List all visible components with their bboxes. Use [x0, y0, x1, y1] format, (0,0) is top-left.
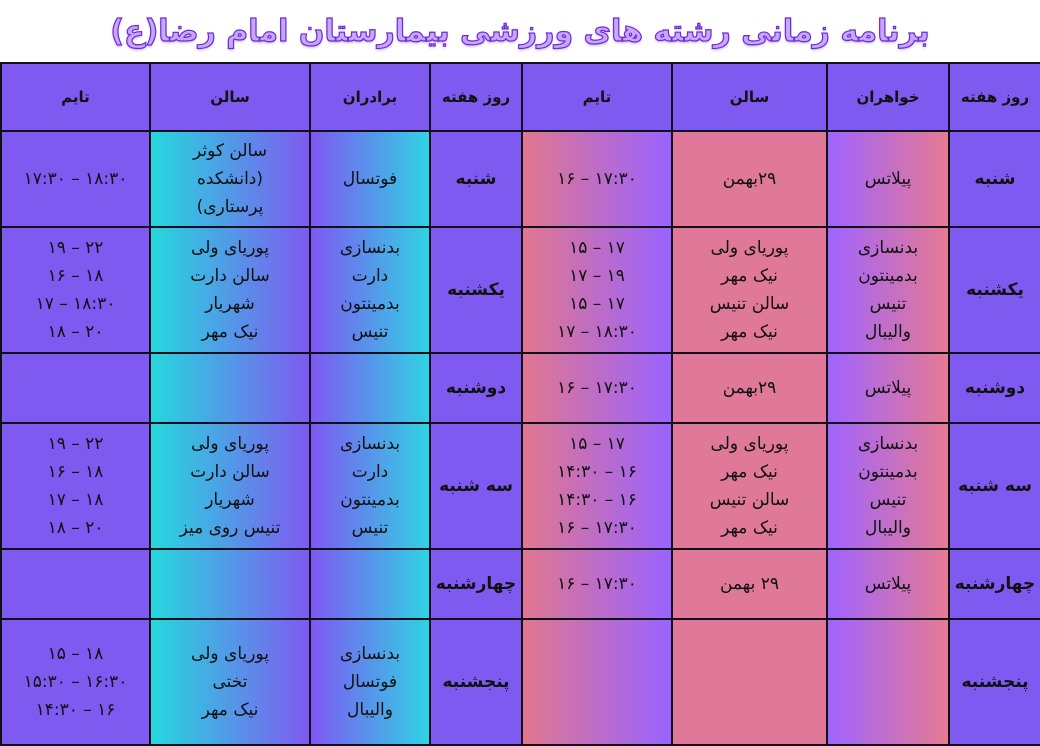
brothers-sports-line: دارت	[351, 462, 389, 482]
sisters-time-line: ۱۷ – ۱۸:۳۰	[557, 322, 637, 342]
brothers-time-line: ۱۵ – ۱۸	[47, 644, 104, 664]
sisters-sports-line: والیبال	[865, 322, 911, 342]
brothers-hall-line: تختی	[212, 672, 248, 692]
sisters-sports-line: بدنسازی	[857, 238, 919, 258]
schedule-table	[0, 62, 1040, 746]
header-day-sisters: روز هفته	[949, 63, 1040, 131]
brothers-sports-line: بدنسازی	[339, 434, 401, 454]
brothers-time-cell	[1, 549, 150, 619]
header-hall-brothers: سالن	[150, 63, 310, 131]
sisters-sports-line: پیلاتس	[864, 169, 912, 189]
brothers-sports-cell	[310, 353, 430, 423]
day-sisters-cell: سه شنبه	[949, 423, 1040, 549]
sisters-time-cell	[522, 619, 672, 745]
sisters-time-line: ۱۶ – ۱۷:۳۰	[557, 169, 637, 189]
sisters-time-line: ۱۵ – ۱۷	[569, 238, 625, 258]
header-brothers: برادران	[310, 63, 430, 131]
brothers-time-line: ۱۴:۳۰ – ۱۶	[35, 700, 116, 720]
sisters-sports-cell	[827, 227, 949, 353]
sisters-time-line: ۱۶ – ۱۷:۳۰	[557, 574, 637, 594]
table-row	[1, 353, 1040, 423]
table-row	[1, 549, 1040, 619]
brothers-sports-line: بدنسازی	[339, 644, 401, 664]
table-row	[1, 227, 1040, 353]
sisters-hall-cell	[672, 619, 827, 745]
day-brothers-cell: شنبه	[430, 131, 522, 227]
brothers-hall-line: شهریار	[205, 294, 255, 314]
sisters-sports-line: بدمینتون	[858, 462, 918, 482]
brothers-hall-cell	[150, 423, 310, 549]
sisters-hall-line: ۲۹ بهمن	[719, 574, 779, 594]
sisters-sports-line: تنیس	[869, 490, 907, 510]
sisters-hall-line: پوریای ولی	[710, 238, 789, 258]
day-brothers-cell: چهارشنبه	[430, 549, 522, 619]
brothers-sports-cell	[310, 423, 430, 549]
table-row	[1, 131, 1040, 227]
brothers-time-line: ۱۷ – ۱۸	[47, 490, 104, 510]
brothers-sports-cell	[310, 619, 430, 745]
brothers-hall-cell	[150, 131, 310, 227]
sisters-time-cell	[522, 423, 672, 549]
sisters-sports-line: بدنسازی	[857, 434, 919, 454]
header-time-brothers: تایم	[1, 63, 150, 131]
title-bar	[0, 0, 1040, 62]
header-sisters: خواهران	[827, 63, 949, 131]
brothers-hall-line: سالن کوثر	[193, 141, 267, 161]
brothers-hall-cell	[150, 549, 310, 619]
brothers-sports-line: تنیس	[351, 518, 389, 538]
sisters-time-line: ۱۶ – ۱۷:۳۰	[557, 518, 637, 538]
brothers-sports-line: بدنسازی	[339, 238, 401, 258]
day-brothers-cell: دوشنبه	[430, 353, 522, 423]
day-sisters-cell: یکشنبه	[949, 227, 1040, 353]
brothers-hall-line: پوریای ولی	[191, 238, 269, 258]
sisters-time-line: ۱۶ – ۱۷:۳۰	[557, 378, 637, 398]
brothers-hall-line: سالن دارت	[190, 462, 270, 482]
brothers-hall-line: پرستاری)	[196, 197, 264, 217]
sisters-hall-line: سالن تنیس	[709, 490, 790, 510]
sisters-sports-cell	[827, 353, 949, 423]
sisters-hall-line: نیک مهر	[721, 518, 778, 538]
header-row	[1, 63, 1040, 131]
brothers-time-line: ۱۸ – ۲۰	[47, 322, 104, 342]
brothers-time-line: ۱۷ – ۱۸:۳۰	[35, 294, 116, 314]
brothers-time-cell	[1, 619, 150, 745]
day-brothers-cell: سه شنبه	[430, 423, 522, 549]
sisters-time-cell	[522, 131, 672, 227]
brothers-hall-line: سالن دارت	[190, 266, 270, 286]
brothers-time-line: ۱۶ – ۱۸	[47, 266, 104, 286]
brothers-hall-line: شهریار	[205, 490, 255, 510]
sisters-sports-line: پیلاتس	[864, 378, 912, 398]
brothers-hall-cell	[150, 227, 310, 353]
brothers-sports-cell	[310, 549, 430, 619]
header-time-sisters: تایم	[522, 63, 672, 131]
brothers-hall-line: نیک مهر	[201, 322, 259, 342]
schedule-body	[1, 63, 1040, 745]
day-sisters-cell: شنبه	[949, 131, 1040, 227]
sisters-sports-cell	[827, 619, 949, 745]
sisters-hall-line: نیک مهر	[721, 322, 778, 342]
sisters-sports-cell	[827, 131, 949, 227]
brothers-hall-cell	[150, 619, 310, 745]
sisters-time-cell	[522, 353, 672, 423]
brothers-hall-cell	[150, 353, 310, 423]
sisters-hall-line: ۲۹بهمن	[722, 378, 777, 398]
sisters-hall-line: سالن تنیس	[709, 294, 790, 314]
day-brothers-cell: پنجشنبه	[430, 619, 522, 745]
brothers-sports-line: تنیس	[351, 322, 389, 342]
header-hall-sisters: سالن	[672, 63, 827, 131]
brothers-time-cell	[1, 423, 150, 549]
brothers-time-line: ۱۷:۳۰ – ۱۸:۳۰	[23, 169, 128, 189]
brothers-hall-line: تنیس روی میز	[179, 518, 281, 538]
brothers-hall-line: پوریای ولی	[191, 644, 269, 664]
brothers-hall-line: (دانشکده	[196, 169, 264, 189]
table-row	[1, 619, 1040, 745]
brothers-time-line: ۱۸ – ۲۰	[47, 518, 104, 538]
sisters-time-line: ۱۷ – ۱۹	[569, 266, 625, 286]
brothers-sports-line: فوتسال	[342, 169, 398, 189]
brothers-hall-line: نیک مهر	[201, 700, 259, 720]
brothers-sports-cell	[310, 227, 430, 353]
sisters-hall-line: پوریای ولی	[710, 434, 789, 454]
page-title: برنامه زمانی رشته های ورزشی بیمارستان امام رضا(ع)	[110, 13, 930, 49]
brothers-sports-line: فوتسال	[342, 672, 398, 692]
day-sisters-cell: چهارشنبه	[949, 549, 1040, 619]
sisters-time-line: ۱۴:۳۰ – ۱۶	[557, 462, 637, 482]
brothers-hall-line: پوریای ولی	[191, 434, 269, 454]
sisters-hall-line: نیک مهر	[721, 462, 778, 482]
sisters-time-line: ۱۵ – ۱۷	[569, 434, 625, 454]
sisters-hall-line: ۲۹بهمن	[722, 169, 777, 189]
sisters-hall-cell	[672, 353, 827, 423]
day-sisters-cell: دوشنبه	[949, 353, 1040, 423]
sisters-sports-line: والیبال	[865, 518, 911, 538]
sisters-time-cell	[522, 227, 672, 353]
brothers-time-line: ۱۶ – ۱۸	[47, 462, 104, 482]
brothers-time-line: ۱۵:۳۰ – ۱۶:۳۰	[23, 672, 128, 692]
sisters-hall-cell	[672, 131, 827, 227]
header-day-brothers: روز هفته	[430, 63, 522, 131]
table-row	[1, 423, 1040, 549]
sisters-sports-cell	[827, 549, 949, 619]
sisters-hall-cell	[672, 423, 827, 549]
sisters-hall-line: نیک مهر	[721, 266, 778, 286]
sisters-hall-cell	[672, 549, 827, 619]
sisters-time-line: ۱۴:۳۰ – ۱۶	[557, 490, 637, 510]
sisters-time-cell	[522, 549, 672, 619]
brothers-time-line: ۱۹ – ۲۲	[47, 434, 104, 454]
brothers-sports-line: بدمینتون	[340, 490, 400, 510]
sisters-sports-cell	[827, 423, 949, 549]
brothers-time-line: ۱۹ – ۲۲	[47, 238, 104, 258]
day-brothers-cell: یکشنبه	[430, 227, 522, 353]
brothers-time-cell	[1, 131, 150, 227]
sisters-sports-line: بدمینتون	[858, 266, 918, 286]
brothers-sports-line: والیبال	[347, 700, 393, 720]
sisters-sports-line: پیلاتس	[864, 574, 912, 594]
day-sisters-cell: پنجشنبه	[949, 619, 1040, 745]
sisters-sports-line: تنیس	[869, 294, 907, 314]
brothers-sports-line: بدمینتون	[340, 294, 400, 314]
brothers-time-cell	[1, 353, 150, 423]
sisters-time-line: ۱۵ – ۱۷	[569, 294, 625, 314]
brothers-sports-line: دارت	[351, 266, 389, 286]
brothers-sports-cell	[310, 131, 430, 227]
brothers-time-cell	[1, 227, 150, 353]
sisters-hall-cell	[672, 227, 827, 353]
